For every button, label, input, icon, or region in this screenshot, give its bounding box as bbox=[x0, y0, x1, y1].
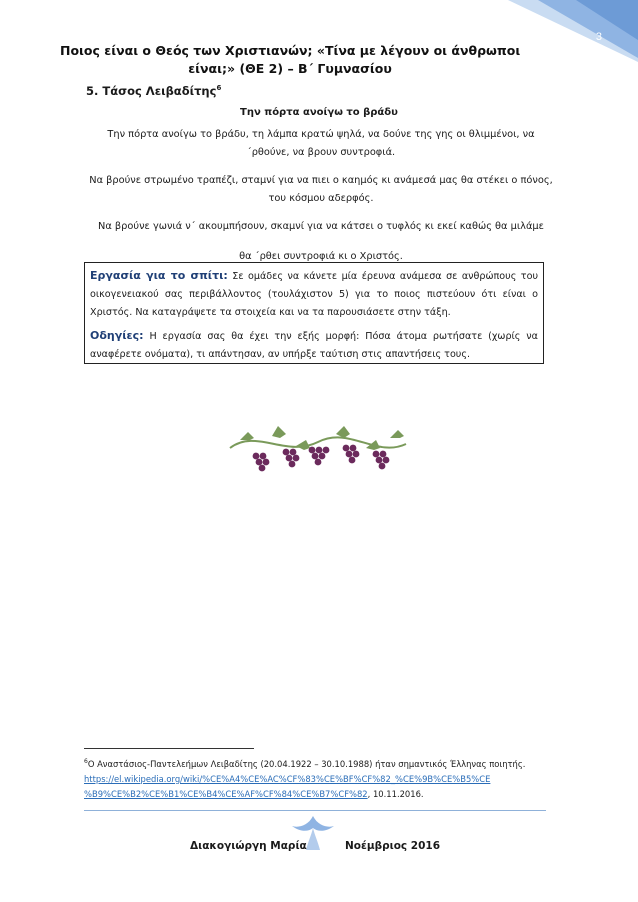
footnote bbox=[84, 754, 554, 802]
footer-author: Διακογιώργη Μαρία bbox=[190, 840, 307, 852]
link-line-1: https://el.wikipedia.org/wiki/%CE%A4%CE%AC%CF%83%CE%BF%CF%82_%CE%9B%CE%B5%CE bbox=[84, 773, 491, 784]
title-line-2: είναι;» (ΘΕ 2) – Β΄ Γυμνασίου bbox=[188, 61, 392, 76]
footer-divider bbox=[84, 810, 546, 811]
link-line-2: %B9%CE%B2%CE%B1%CE%B4%CE%AF%CF%84%CE%B7%CF%82 bbox=[84, 788, 368, 799]
instructions-paragraph bbox=[90, 327, 538, 364]
section-heading-text: 5. Τάσος Λειβαδίτης bbox=[86, 84, 217, 98]
poem-stanza: Την πόρτα ανοίγω το βράδυ, τη λάμπα κρατώ ψηλά, να δούνε της γης οι θλιμμένοι, να ΄ρθούνε, να βρουν συντροφιά. bbox=[107, 129, 535, 158]
poem-stanza: Να βρούνε γωνιά ν΄ ακουμπήσουν, σκαμνί για να κάτσει ο τυφλός κι εκεί καθώς θα μιλάμε bbox=[98, 221, 544, 232]
poem-stanza: θα ΄ρθει συντροφιά κι ο Χριστός. bbox=[239, 251, 403, 262]
footnote-reference: 6 bbox=[216, 84, 222, 93]
homework-label: Εργασία για το σπίτι: bbox=[90, 269, 228, 282]
wikipedia-link[interactable] bbox=[84, 774, 490, 799]
footnote-separator bbox=[84, 748, 254, 749]
grapevine-ornament-icon bbox=[226, 418, 410, 480]
instructions-label: Οδηγίες: bbox=[90, 329, 144, 342]
page-number: 3 bbox=[595, 31, 602, 43]
poem-stanza: Να βρούνε στρωμένο τραπέζι, σταμνί για να πιει ο καημός κι ανάμεσά μας θα στέκει ο πόνος, του κόσμου αδερφός. bbox=[89, 175, 553, 204]
footnote-access-date: , 10.11.2016. bbox=[367, 788, 424, 799]
page-title bbox=[60, 42, 520, 78]
footer-date: Νοέμβριος 2016 bbox=[345, 840, 441, 852]
section-heading bbox=[86, 84, 221, 98]
homework-text: Σε ομάδες να κάνετε μία έρευνα ανάμεσα σε ανθρώπους του οικογενειακού σας περιβάλλοντος (τουλάχιστον 5) για το ποιος πιστεύουν ότι είναι ο Χριστός. Να καταγράψετε τα στοιχεία και να τα παρουσιάσετε στην τάξη. bbox=[90, 271, 538, 318]
title-line-1: Ποιος είναι ο Θεός των Χριστιανών; «Τίνα με λέγουν οι άνθρωποι bbox=[60, 43, 520, 58]
footnote-text: Ο Αναστάσιος-Παντελεήμων Λειβαδίτης (20.04.1922 – 30.10.1988) ήταν σημαντικός Έλληνας ποιητής. bbox=[87, 758, 526, 769]
homework-paragraph bbox=[90, 267, 538, 322]
poem-body bbox=[86, 126, 556, 276]
homework-box bbox=[84, 262, 544, 364]
footnote-marker: 6 bbox=[84, 758, 88, 765]
poem-title: Την πόρτα ανοίγω το βράδυ bbox=[240, 107, 398, 118]
instructions-text: Η εργασία σας θα έχει την εξής μορφή: Πόσα άτομα ρωτήσατε (χωρίς να αναφέρετε ονόματα), τι απάντησαν, αν υπήρξε ταύτιση στις απαντήσεις τους. bbox=[90, 331, 538, 360]
